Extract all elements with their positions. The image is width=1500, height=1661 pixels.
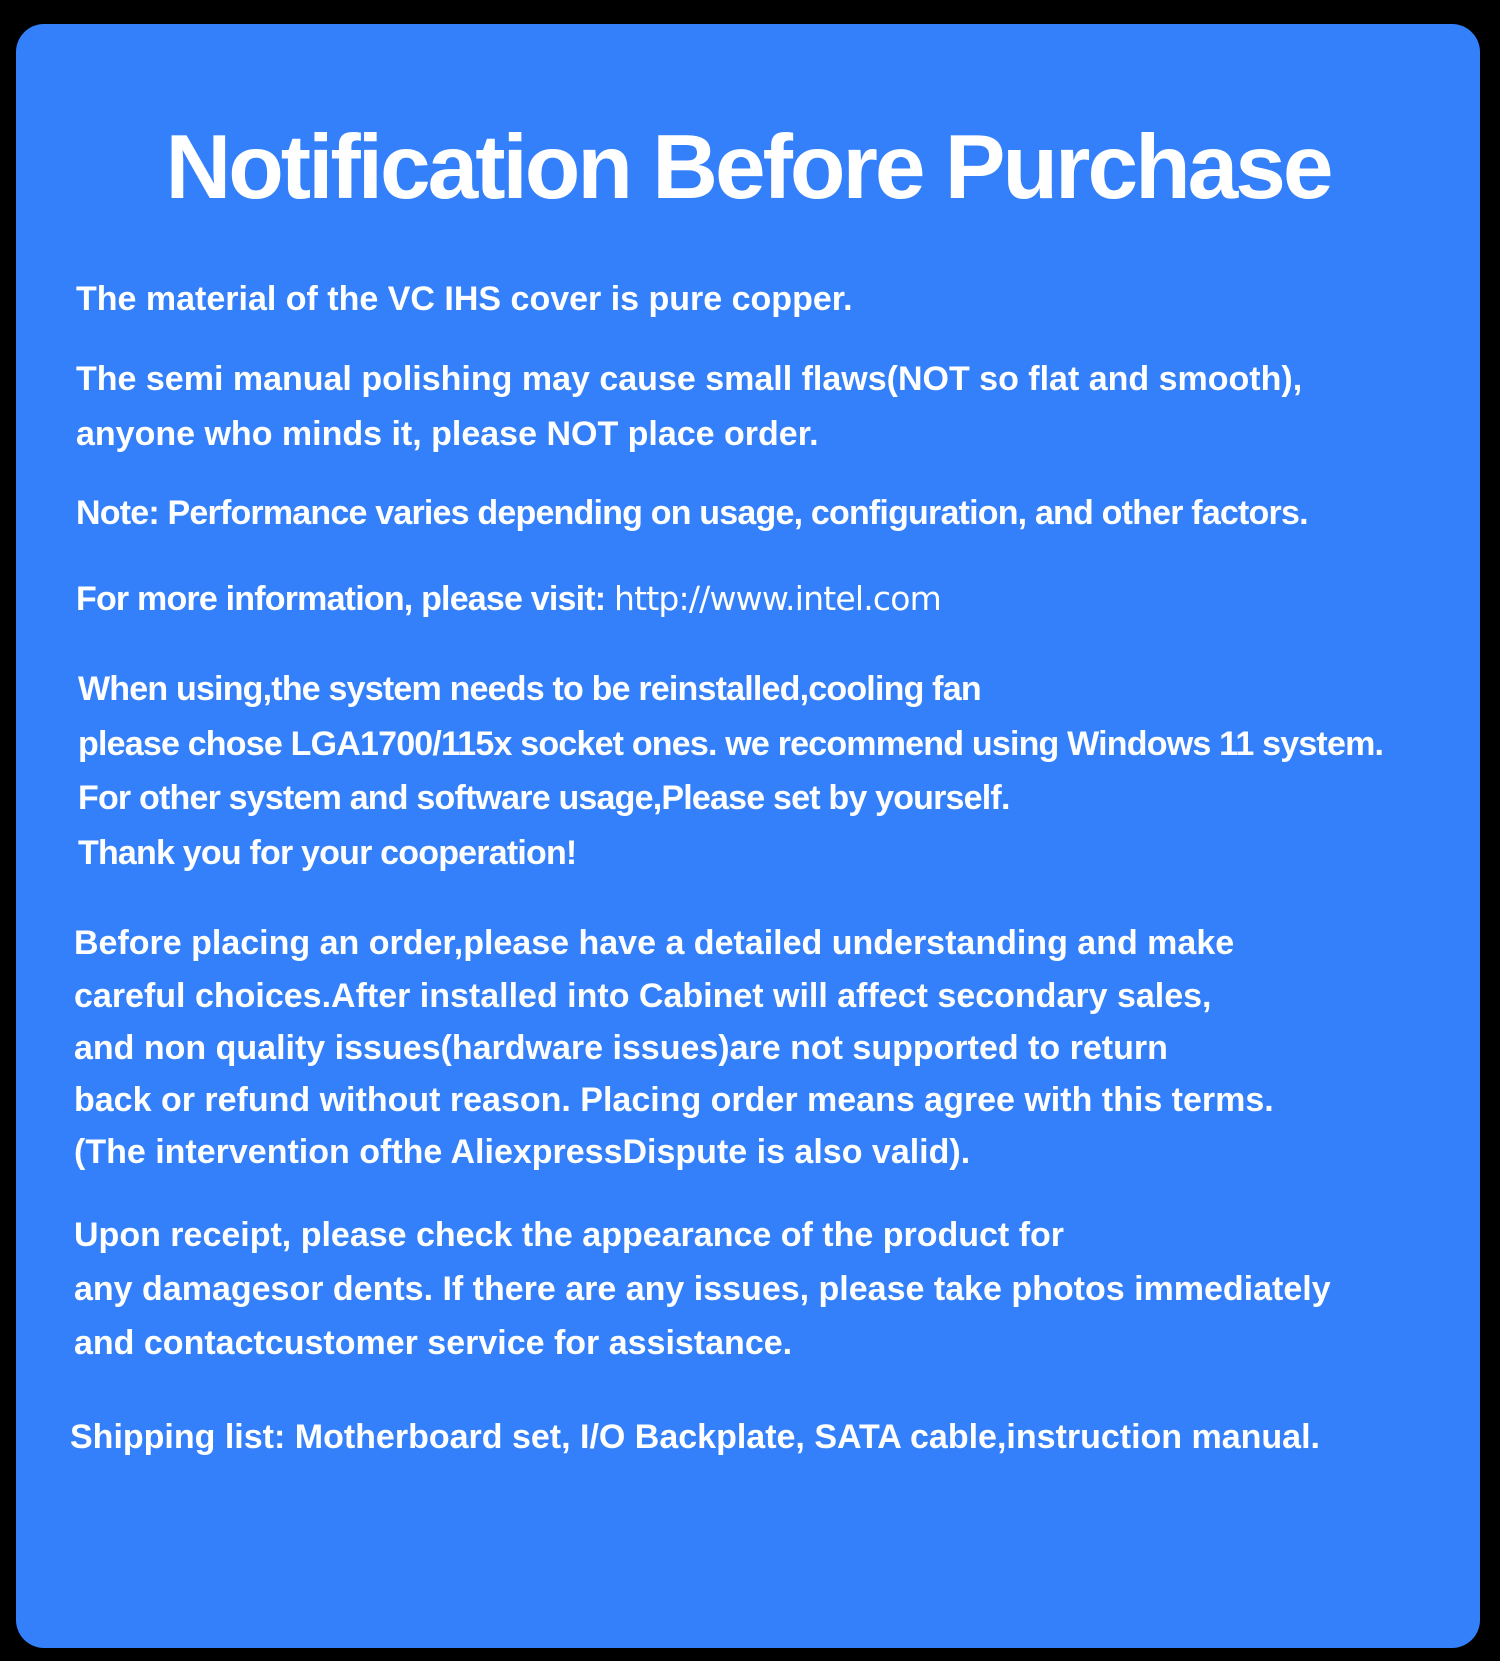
- receipt-line-3: and contactcustomer service for assistance.: [74, 1324, 793, 1362]
- system-line-3: For other system and software usage,Please set by yourself.: [78, 779, 1010, 817]
- notice-card: [16, 24, 1480, 1648]
- polishing-line-1: The semi manual polishing may cause small flaws(NOT so flat and smooth),: [76, 360, 1303, 398]
- more-info-line: [76, 579, 941, 618]
- order-terms-line-4: back or refund without reason. Placing order means agree with this terms.: [74, 1081, 1274, 1119]
- polishing-line-2: anyone who minds it, please NOT place order.: [76, 415, 819, 453]
- receipt-line-1: Upon receipt, please check the appearance of the product for: [74, 1216, 1065, 1254]
- page-title: Notification Before Purchase: [165, 117, 1331, 218]
- copper-material-line: The material of the VC IHS cover is pure copper.: [76, 280, 853, 318]
- system-line-2: please chose LGA1700/115x socket ones. we recommend using Windows 11 system.: [78, 725, 1384, 763]
- order-terms-line-1: Before placing an order,please have a detailed understanding and make: [74, 924, 1235, 962]
- more-info-text: For more information, please visit:: [76, 580, 614, 618]
- performance-note: Note: Performance varies depending on usage, configuration, and other factors.: [76, 494, 1308, 532]
- system-line-4: Thank you for your cooperation!: [78, 834, 577, 872]
- order-terms-line-3: and non quality issues(hardware issues)are not supported to return: [74, 1029, 1168, 1067]
- order-terms-line-2: careful choices.After installed into Cabinet will affect secondary sales,: [74, 977, 1212, 1015]
- order-terms-line-5: (The intervention ofthe AliexpressDispute is also valid).: [74, 1133, 971, 1171]
- shipping-list: Shipping list: Motherboard set, I/O Backplate, SATA cable,instruction manual.: [70, 1418, 1320, 1456]
- intel-link[interactable]: http://www.intel.com: [613, 579, 941, 618]
- receipt-line-2: any damagesor dents. If there are any issues, please take photos immediately: [74, 1270, 1331, 1308]
- system-line-1: When using,the system needs to be reinstalled,cooling fan: [78, 670, 981, 708]
